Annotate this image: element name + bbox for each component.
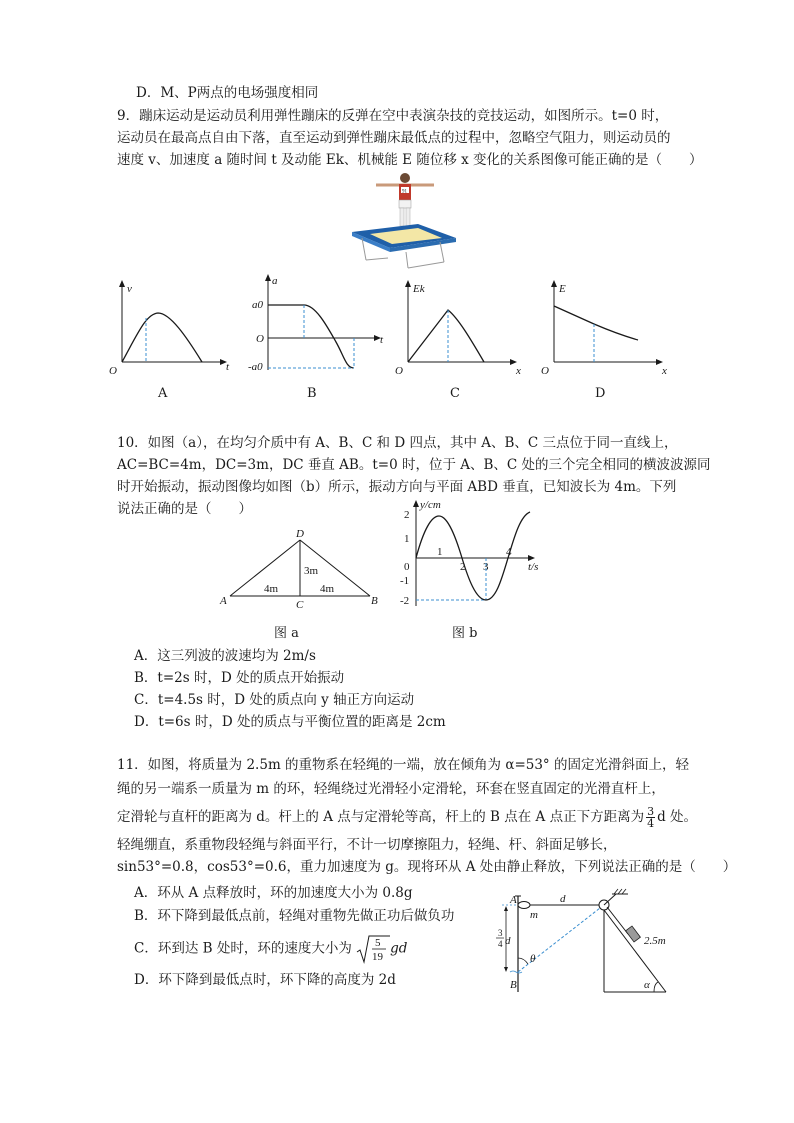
- graph-c-ylabel: Ek: [413, 283, 425, 295]
- q11-fig-frac-tail: d: [505, 935, 511, 947]
- graph-b-origin: O: [256, 333, 264, 345]
- q11-option-d: D．环下降到最低点时，环下降的高度为 2d: [134, 972, 396, 988]
- graph-c-ek-x: [394, 278, 526, 376]
- fig-b-xlabel: t/s: [528, 561, 539, 573]
- fig-b-xtick-3: 3: [483, 561, 489, 573]
- q10-stem-line-3: 时开始振动，振动图像均如图（b）所示，振动方向与平面 ABD 垂直，已知波长为 4m。下列: [117, 479, 677, 495]
- q11-fig-label-a: A: [510, 894, 517, 906]
- q11-option-c-pre: C．环到达 B 处时，环的速度大小为: [134, 940, 352, 957]
- q10-figure-a: [218, 528, 384, 612]
- graph-a-origin: O: [109, 365, 117, 377]
- q10-option-c: C．t=4.5s 时，D 处的质点向 y 轴正方向运动: [134, 692, 415, 708]
- q11-option-a: A．环从 A 点释放时，环的加速度大小为 0.8g: [134, 885, 413, 901]
- q10-option-a: A．这三列波的波速均为 2m/s: [134, 648, 316, 664]
- q11-figure: [494, 892, 674, 1000]
- graph-a-v-t: [108, 278, 238, 376]
- fig-b-ytick-1: 1: [404, 533, 410, 545]
- q11-stem-line-5: sin53°=0.8，cos53°=0.6，重力加速度为 g。现将环从 A 处由静止释放，下列说法正确的是（ ）: [117, 859, 737, 875]
- q10-option-d: D．t=6s 时，D 处的质点与平衡位置的距离是 2cm: [134, 714, 446, 730]
- q11-fig-frac-den: 4: [498, 939, 503, 949]
- fig-a-cb-length: 4m: [320, 583, 335, 595]
- fig-b-xtick-2: 2: [460, 561, 466, 573]
- fig-a-label-d: D: [296, 528, 304, 540]
- fig-b-ylabel: y/cm: [420, 499, 441, 511]
- graph-d-caption: D: [595, 386, 606, 401]
- q11-fig-label-alpha: α: [644, 979, 650, 991]
- graph-b-tick-pos: a0: [252, 299, 263, 311]
- graph-b-ylabel: a: [272, 275, 278, 287]
- q11-option-c: [134, 934, 407, 964]
- fig-a-label-c: C: [296, 599, 304, 611]
- fig-b-ytick-neg1: -1: [400, 575, 410, 587]
- sqrt-sign-icon: [356, 934, 390, 964]
- q10-stem-line-4: 说法正确的是（ ）: [117, 501, 252, 517]
- fig-b-xtick-4: 4: [506, 546, 512, 558]
- q9-stem-line-3: 速度 v、加速度 a 随时间 t 及动能 Ek、机械能 E 随位移 x 变化的关系图像可能正确的是（ ）: [117, 152, 703, 168]
- q11-sqrt-num: 5: [375, 937, 381, 949]
- q11-stem-line-4: 轻绳绷直，系重物段轻绳与斜面平行，不计一切摩擦阻力，轻绳、杆、斜面足够长，: [117, 837, 617, 853]
- graph-a-xlabel: t: [226, 361, 230, 373]
- q11-line3-pre: 定滑轮与直杆的距离为 d。杆上的 A 点与定滑轮等高，杆上的 B 点在 A 点正下方距离为: [117, 809, 645, 825]
- q11-stem-line-1: 11．如图，将质量为 2.5m 的重物系在轻绳的一端，放在倾角为 α=53° 的固定光滑斜面上，轻: [117, 757, 689, 773]
- graph-a-caption: A: [158, 386, 168, 401]
- graph-d-e-x: [540, 278, 672, 376]
- q10-figure-b: [390, 498, 550, 610]
- graph-b-caption: B: [307, 386, 317, 401]
- graph-d-origin: O: [541, 365, 549, 377]
- q11-sqrt-expression: [356, 934, 390, 964]
- q8-option-d: D．M、P两点的电场强度相同: [136, 85, 319, 101]
- graph-a-ylabel: v: [127, 283, 132, 295]
- graph-c-xlabel: x: [516, 365, 521, 377]
- graph-c-caption: C: [450, 386, 460, 401]
- q11-sqrt-den: 19: [372, 951, 384, 963]
- fig-b-ytick-neg2: -2: [400, 595, 410, 607]
- fig-a-ac-length: 4m: [264, 583, 279, 595]
- q10-stem-line-1: 10．如图（a），在均匀介质中有 A、B、C 和 D 四点，其中 A、B、C 三点位于同一直线上，: [117, 435, 678, 451]
- q11-fig-label-theta: θ: [530, 953, 536, 965]
- fig-a-label-a: A: [220, 595, 227, 607]
- q11-line3-post: d 处。: [657, 809, 698, 825]
- fig-b-ytick-0: 0: [404, 561, 410, 573]
- graph-b-tick-neg: -a0: [248, 361, 263, 373]
- fig-a-dc-length: 3m: [304, 565, 319, 577]
- q11-stem-line-2: 绳的另一端系一质量为 m 的环，轻绳绕过光滑轻小定滑轮，环套在竖直固定的光滑直杆上，: [117, 781, 665, 797]
- trampoline-figure: [348, 172, 460, 274]
- q10-option-b: B．t=2s 时，D 处的质点开始振动: [134, 670, 345, 686]
- graph-c-origin: O: [395, 365, 403, 377]
- q11-option-c-post: gd: [390, 940, 408, 957]
- athlete-head-icon: [400, 173, 410, 183]
- graph-d-ylabel: E: [559, 283, 566, 295]
- q11-line3-fraction: [646, 806, 655, 829]
- fig-a-label-b: B: [371, 595, 378, 607]
- athlete-number: 91: [402, 189, 407, 195]
- graph-b-xlabel: t: [380, 334, 384, 346]
- q10-stem-line-2: AC=BC=4m，DC=3m，DC 垂直 AB。t=0 时，位于 A、B、C 处的三个完全相同的横波波源同: [117, 457, 711, 473]
- q11-option-b: B．环下降到最低点前，轻绳对重物先做正功后做负功: [134, 908, 455, 924]
- q11-fig-label-d: d: [560, 893, 566, 905]
- q11-stem-line-3: [117, 806, 697, 829]
- fig-b-xtick-1: 1: [437, 546, 443, 558]
- q11-fig-label-mass: 2.5m: [644, 935, 666, 947]
- graph-b-a-t: [246, 272, 396, 376]
- q11-fig-label-m: m: [530, 909, 538, 921]
- q11-fig-frac-num: 3: [498, 928, 503, 938]
- q11-fig-label-b: B: [510, 979, 517, 991]
- q9-stem-line-1: 9．蹦床运动是运动员利用弹性蹦床的反弹在空中表演杂技的竞技运动，如图所示。t=0 时，: [117, 108, 669, 124]
- graph-d-xlabel: x: [662, 365, 667, 377]
- fig-a-caption: 图 a: [274, 626, 299, 641]
- fig-b-ytick-2: 2: [404, 509, 410, 521]
- fig-b-caption: 图 b: [452, 626, 478, 641]
- q11-frac-den: 4: [647, 817, 655, 830]
- q9-stem-line-2: 运动员在最高点自由下落，直至运动到弹性蹦床最低点的过程中，忽略空气阻力，则运动员的: [117, 130, 671, 146]
- q11-frac-num: 3: [647, 805, 655, 818]
